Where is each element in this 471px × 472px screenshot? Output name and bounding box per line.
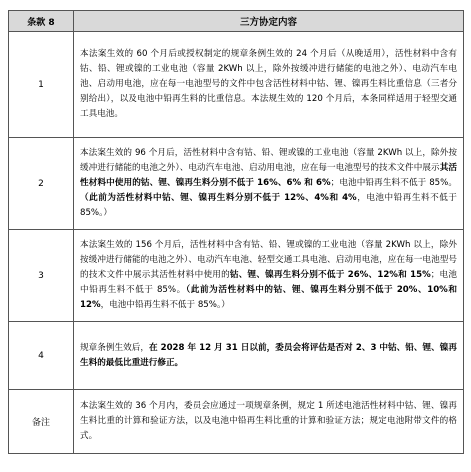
- clause-content: [74, 32, 464, 138]
- clause-text: 本法案生效的 60 个月后或授权制定的规章条例生效的 24 个月后（从晚适用），活性材料中含有钴、铅、锂或镍的工业电池（容量 2KWh 以上，除外按缓冲进行储能的电池之外）、电动汽车电池、启动用电池，应在每一电池型号的文件中包含活性材料中钴、锂、镍再生料比重信息（三者分别给出），以及电池中铅再生料的比重信息。本法规生效的 120 个月后，本条同样适用于轻型交通工具电池。: [80, 49, 457, 119]
- clause-number: 2: [9, 138, 74, 230]
- table-row: [9, 390, 464, 454]
- clause-text: ；电池中铅再生料不低于 85%。: [330, 178, 457, 188]
- clause-content: [74, 138, 464, 230]
- clause-text: ，电池中铅再生料不低于 85%。）: [100, 300, 230, 310]
- clause-text: 本法案生效的 36 个月内，委员会应通过一项规章条例，规定 1 所述电池活性材料中钴、锂、镍再生料比重的计算和验证方法，以及电池中铅再生料比重的计算和验证方法；规定电池附带文件的格式。: [80, 401, 457, 441]
- clause-text: 规章条例生效后，: [80, 342, 149, 353]
- bold-text: （此前为活性材料中钴、锂、镍再生料分别不低于 12%、4%和 4%: [80, 193, 357, 203]
- table-body: [9, 32, 464, 454]
- table-row: [9, 32, 464, 138]
- table-header-row: [9, 11, 464, 32]
- clause-content: [74, 230, 464, 322]
- table-row: [9, 138, 464, 230]
- clause-text: ，电池中铅再生料不低于 85%。）: [80, 193, 457, 218]
- bold-text: （此前为活性材料中的钴、锂、镍再生料分别不低于 20%、10%和 12%: [80, 285, 457, 310]
- clause-number: 3: [9, 230, 74, 322]
- clause-text: 本法案生效的 96 个月后，活性材料中含有钴、铅、锂或镍的工业电池（容量 2KWh 以上，除外按缓冲进行储能的电池之外）、电动汽车电池、启动用电池，应在每一电池型号的技术文件中展示: [80, 148, 457, 173]
- table-row: [9, 322, 464, 390]
- clause-text: 本法案生效的 156 个月后，活性材料中含有钴、铅、锂或镍的工业电池（容量 2KWh 以上，除外按缓冲进行储能的电池之外）、电动汽车电池、轻型交通工具电池、启动用电池，应在每一电池型号的技术文件中展示其活性材料中使用的: [80, 240, 457, 280]
- clause-text: ；电池中铅再生料不低于 85%。: [80, 270, 457, 295]
- document-page: [8, 10, 464, 466]
- bold-text: 其活性材料中使用的钴、锂、镍再生料分别不低于 16%、6% 和 6%: [80, 163, 457, 188]
- header-clause: 条款 8: [9, 11, 74, 32]
- clause-content: [74, 390, 464, 454]
- clause-number: 4: [9, 322, 74, 390]
- table-row: [9, 230, 464, 322]
- clause-number: 备注: [9, 390, 74, 454]
- bold-text: 在 2028 年 12 月 31 日以前，委员会将评估是否对 2、3 中钴、铅、锂、镍再生料的最低比重进行修正。: [80, 342, 457, 368]
- header-content: 三方协定内容: [74, 11, 464, 32]
- bold-text: 钴、锂、镍再生料分别不低于 26%、12%和 15%: [229, 270, 431, 280]
- clause-number: 1: [9, 32, 74, 138]
- clause-content: [74, 322, 464, 390]
- clause-table: [8, 10, 464, 454]
